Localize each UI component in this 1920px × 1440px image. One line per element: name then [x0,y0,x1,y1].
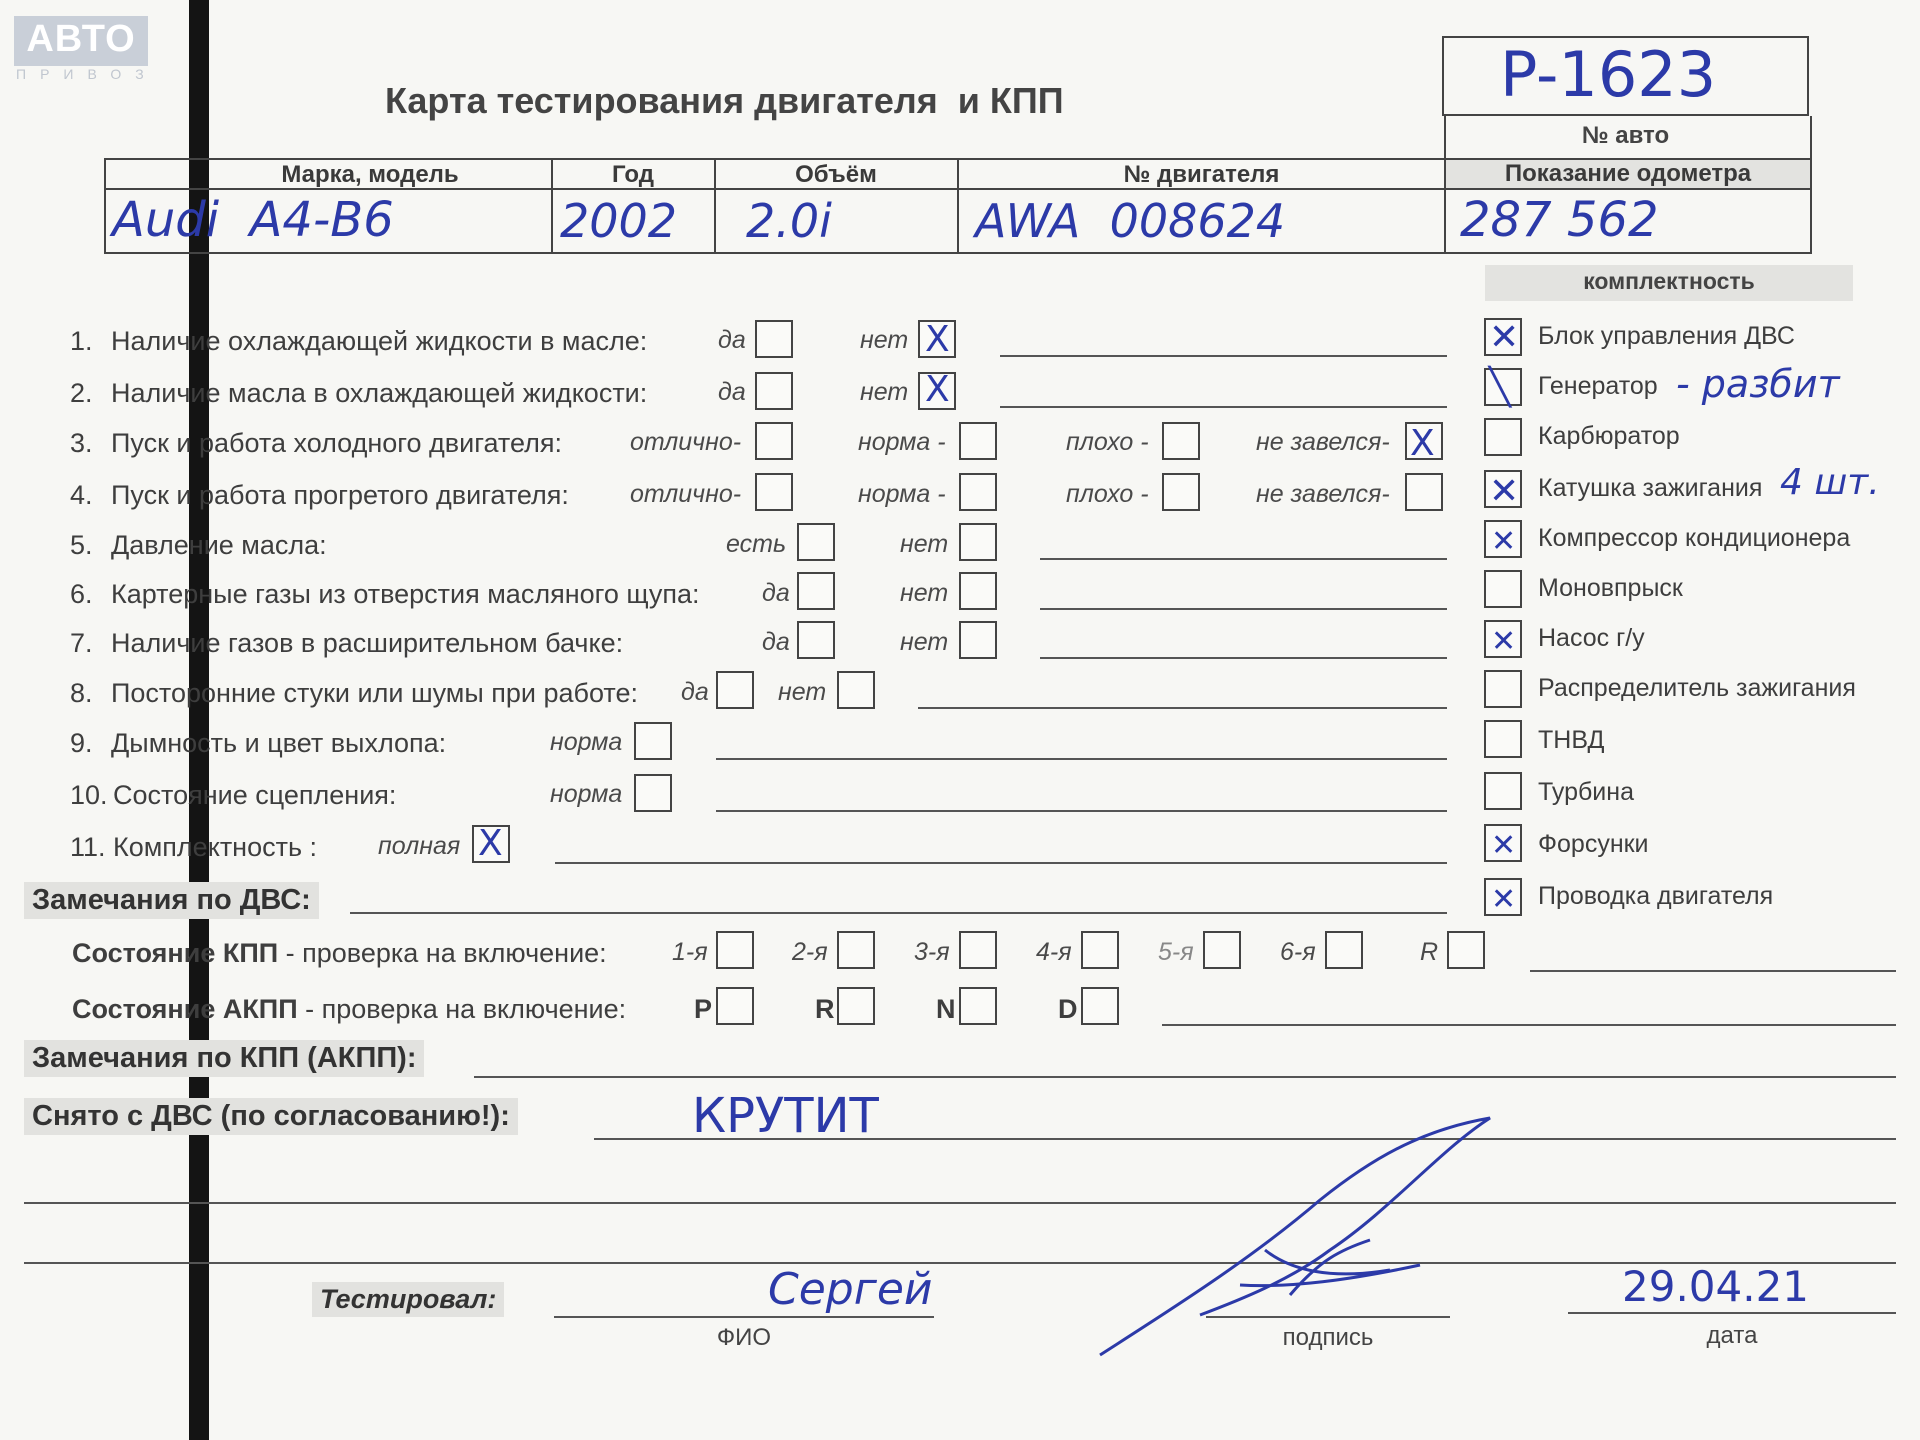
check-5-no-box[interactable] [959,523,997,561]
check-6-no-box[interactable] [959,572,997,610]
engine-value: AWA 008624 [975,194,1286,248]
tested-label: Тестировал: [312,1282,504,1317]
year-header: Год [612,161,654,188]
akpp-line [1162,1024,1896,1026]
logo [14,16,148,66]
check-2-text: Наличие масла в охлаждающей жидкости: [111,378,648,408]
check-4-opt-nostart: не завелся- [1256,480,1390,508]
check-7-text: Наличие газов в расширительном бачке: [111,628,624,658]
akpp-gear-p-label: P [694,994,713,1024]
kit-item-4-note: 4 шт. [1780,462,1880,503]
tested-sign-line [1206,1316,1450,1318]
page-title: Карта тестирования двигателя и КПП [385,80,1064,121]
check-2-opt-no: нет [860,378,909,406]
kpp-gear-2-box[interactable] [837,931,875,969]
kpp-gear-5-label: 5-я [1158,938,1194,966]
check-11-opt-full: полная [378,832,461,860]
check-11-num: 11. [70,832,106,862]
check-2-line [1000,406,1447,408]
check-4-normal-box[interactable] [959,473,997,511]
check-1-num: 1. [70,326,93,356]
kit-item-7-label: Насос г/у [1538,624,1645,652]
kpp-gear-6-box[interactable] [1325,931,1363,969]
kit-item-1-label: Блок управления ДВС [1538,322,1795,350]
check-1-line [1000,355,1447,357]
tested-fio-value: Сергей [768,1264,933,1315]
check-3-num: 3. [70,428,93,458]
check-8-opt-no: нет [778,678,827,706]
check-10-opt-normal: норма [550,780,623,808]
kpp-gear-1-label: 1-я [672,938,708,966]
akpp-gear-n-box[interactable] [959,987,997,1025]
remarks-engine-label: Замечания по ДВС: [24,882,319,919]
check-4-nostart-box[interactable] [1405,473,1443,511]
kpp-line [1530,970,1896,972]
check-9-text: Дымность и цвет выхлопа: [111,728,447,758]
kpp-gear-3-box[interactable] [959,931,997,969]
check-8-line [918,707,1447,709]
check-3-excellent-box[interactable] [755,422,793,460]
kit-item-10-box[interactable] [1484,772,1522,810]
kit-item-6-box[interactable] [1484,570,1522,608]
akpp-gear-r-box[interactable] [837,987,875,1025]
check-8-text: Посторонние стуки или шумы при работе: [111,678,638,708]
check-5-text: Давление масла: [111,530,327,560]
kit-item-8-box[interactable] [1484,670,1522,708]
kit-item-3-label: Карбюратор [1538,422,1680,450]
check-1-opt-yes: да [718,326,746,354]
kpp-label [72,938,607,969]
check-5-num: 5. [70,530,93,560]
akpp-gear-p-box[interactable] [716,987,754,1025]
logo-bottom-text: ПРИВОЗ [16,66,158,82]
tested-date-value: 29.04.21 [1622,1262,1810,1311]
kpp-label-bold: Состояние КПП [72,938,279,968]
check-3-opt-normal: норма - [858,428,946,456]
removed-value: КРУТИТ [692,1088,879,1144]
kit-item-2-label: Генератор [1538,372,1658,400]
kpp-gear-1-box[interactable] [716,931,754,969]
check-5-opt-yes: есть [726,530,787,558]
check-10-num: 10. [70,780,108,810]
check-4-opt-bad: плохо - [1066,480,1149,508]
check-6-line [1040,608,1447,610]
check-4-opt-normal: норма - [858,480,946,508]
kpp-gear-6-label: 6-я [1280,938,1316,966]
check-7-yes-box[interactable] [797,621,835,659]
check-4-text: Пуск и работа прогретого двигателя: [111,480,569,510]
remarks-engine-line [350,912,1447,914]
kit-item-6-label: Моновпрыск [1538,574,1683,602]
signature [1090,1110,1510,1360]
check-3-text: Пуск и работа холодного двигателя: [111,428,562,458]
kpp-gear-3-label: 3-я [914,938,950,966]
kit-item-1-mark: ✕ [1489,317,1520,358]
header-col-divider-5 [1810,116,1812,254]
check-6-num: 6. [70,579,93,609]
check-10-normal-box[interactable] [634,774,672,812]
check-7-num: 7. [70,628,93,658]
check-11-text: Комплектность : [113,832,318,862]
check-7-no-box[interactable] [959,621,997,659]
check-2-num: 2. [70,378,93,408]
logo-top-text: АВТО [26,18,136,60]
check-10-line [716,810,1447,812]
check-8-opt-yes: да [681,678,709,706]
signature-stroke-1 [1100,1118,1490,1355]
check-3-opt-excellent: отлично- [630,428,742,456]
check-6-opt-yes: да [762,579,790,607]
check-5-yes-box[interactable] [797,523,835,561]
akpp-label-bold: Состояние АКПП [72,994,298,1024]
brand-value: Audi A4-B6 [112,192,394,248]
kit-item-5-mark: ✕ [1491,524,1517,559]
kit-item-11-mark: ✕ [1491,828,1517,863]
kit-item-5-label: Компрессор кондиционера [1538,524,1851,552]
check-8-no-box[interactable] [837,671,875,709]
check-5-line [1040,558,1447,560]
akpp-gear-d-label: D [1058,994,1078,1024]
kit-item-12-mark: ✕ [1491,882,1517,917]
check-3-opt-bad: плохо - [1066,428,1149,456]
check-2-opt-yes: да [718,378,746,406]
volume-value: 2.0i [746,194,832,248]
kit-item-7-mark: ✕ [1491,624,1517,659]
akpp-gear-d-box[interactable] [1081,987,1119,1025]
check-3-opt-nostart: не завелся- [1256,428,1390,456]
engine-header: № двигателя [1123,161,1280,188]
kit-item-3-box[interactable] [1484,418,1522,456]
check-6-text: Картерные газы из отверстия масляного щупа: [111,579,700,609]
kit-item-4-label: Катушка зажигания [1538,474,1763,502]
kit-item-12-label: Проводка двигателя [1538,882,1774,910]
check-8-num: 8. [70,678,93,708]
kpp-gear-2-label: 2-я [792,938,828,966]
kpp-gear-r-label: R [1420,938,1439,966]
remarks-kpp-line [474,1076,1896,1078]
kit-item-10-label: Турбина [1538,778,1634,806]
year-value: 2002 [560,194,678,248]
blank-line-2 [24,1262,1896,1264]
odometer-value: 287 562 [1460,192,1659,248]
kpp-label-rest: - проверка на включение: [278,938,607,968]
check-1-text: Наличие охлаждающей жидкости в масле: [111,326,648,356]
check-1-yes-box[interactable] [755,320,793,358]
check-3-normal-box[interactable] [959,422,997,460]
tested-fio-caption: ФИО [716,1324,772,1351]
kit-item-9-box[interactable] [1484,720,1522,758]
kpp-gear-4-label: 4-я [1036,938,1072,966]
check-6-opt-no: нет [900,579,949,607]
check-10-text: Состояние сцепления: [113,780,397,810]
odometer-header: Показание одометра [1504,160,1752,187]
check-9-line [716,758,1447,760]
tested-date-caption: дата [1706,1322,1758,1349]
kpp-gear-5-box[interactable] [1203,931,1241,969]
kit-item-4-mark: ✕ [1489,471,1520,512]
check-7-line [1040,657,1447,659]
check-4-opt-excellent: отлично- [630,480,742,508]
akpp-gear-n-label: N [936,994,956,1024]
kpp-gear-4-box[interactable] [1081,931,1119,969]
kit-item-9-label: ТНВД [1538,726,1605,754]
tested-sign-caption: подпись [1282,1324,1374,1351]
check-1-no-mark: X [925,319,950,360]
kit-item-2-mark: ╲ [1489,367,1511,408]
akpp-gear-r-label: R [815,994,835,1024]
check-6-yes-box[interactable] [797,572,835,610]
kit-heading: комплектность [1583,268,1755,294]
check-9-opt-normal: норма [550,728,623,756]
brand-header: Марка, модель [281,161,459,188]
check-3-nostart-mark: X [1410,423,1435,464]
check-4-bad-box[interactable] [1162,473,1200,511]
akpp-label [72,994,626,1025]
check-5-opt-no: нет [900,530,949,558]
check-7-opt-yes: да [762,628,790,656]
car-number-value: P-1623 [1500,38,1717,111]
check-4-excellent-box[interactable] [755,473,793,511]
remarks-kpp-label: Замечания по КПП (АКПП): [24,1040,424,1077]
check-7-opt-no: нет [900,628,949,656]
check-9-num: 9. [70,728,93,758]
kit-item-11-label: Форсунки [1538,830,1649,858]
volume-header: Объём [795,161,877,188]
blank-line-1 [24,1202,1896,1204]
check-4-num: 4. [70,480,93,510]
check-1-opt-no: нет [860,326,909,354]
removed-label: Снято с ДВС (по согласованию!): [24,1098,518,1135]
tested-date-line [1568,1312,1896,1314]
check-3-bad-box[interactable] [1162,422,1200,460]
check-2-no-mark: X [925,369,950,410]
check-2-yes-box[interactable] [755,372,793,410]
kit-item-2-note: - разбит [1676,362,1840,406]
check-11-line [555,862,1447,864]
check-9-normal-box[interactable] [634,722,672,760]
kit-item-8-label: Распределитель зажигания [1538,674,1856,702]
check-11-full-mark: X [478,823,503,864]
akpp-label-rest: - проверка на включение: [297,994,627,1024]
kpp-gear-r-box[interactable] [1447,931,1485,969]
tested-fio-line [554,1316,934,1318]
check-8-yes-box[interactable] [716,671,754,709]
car-number-label: № авто [1581,122,1670,149]
